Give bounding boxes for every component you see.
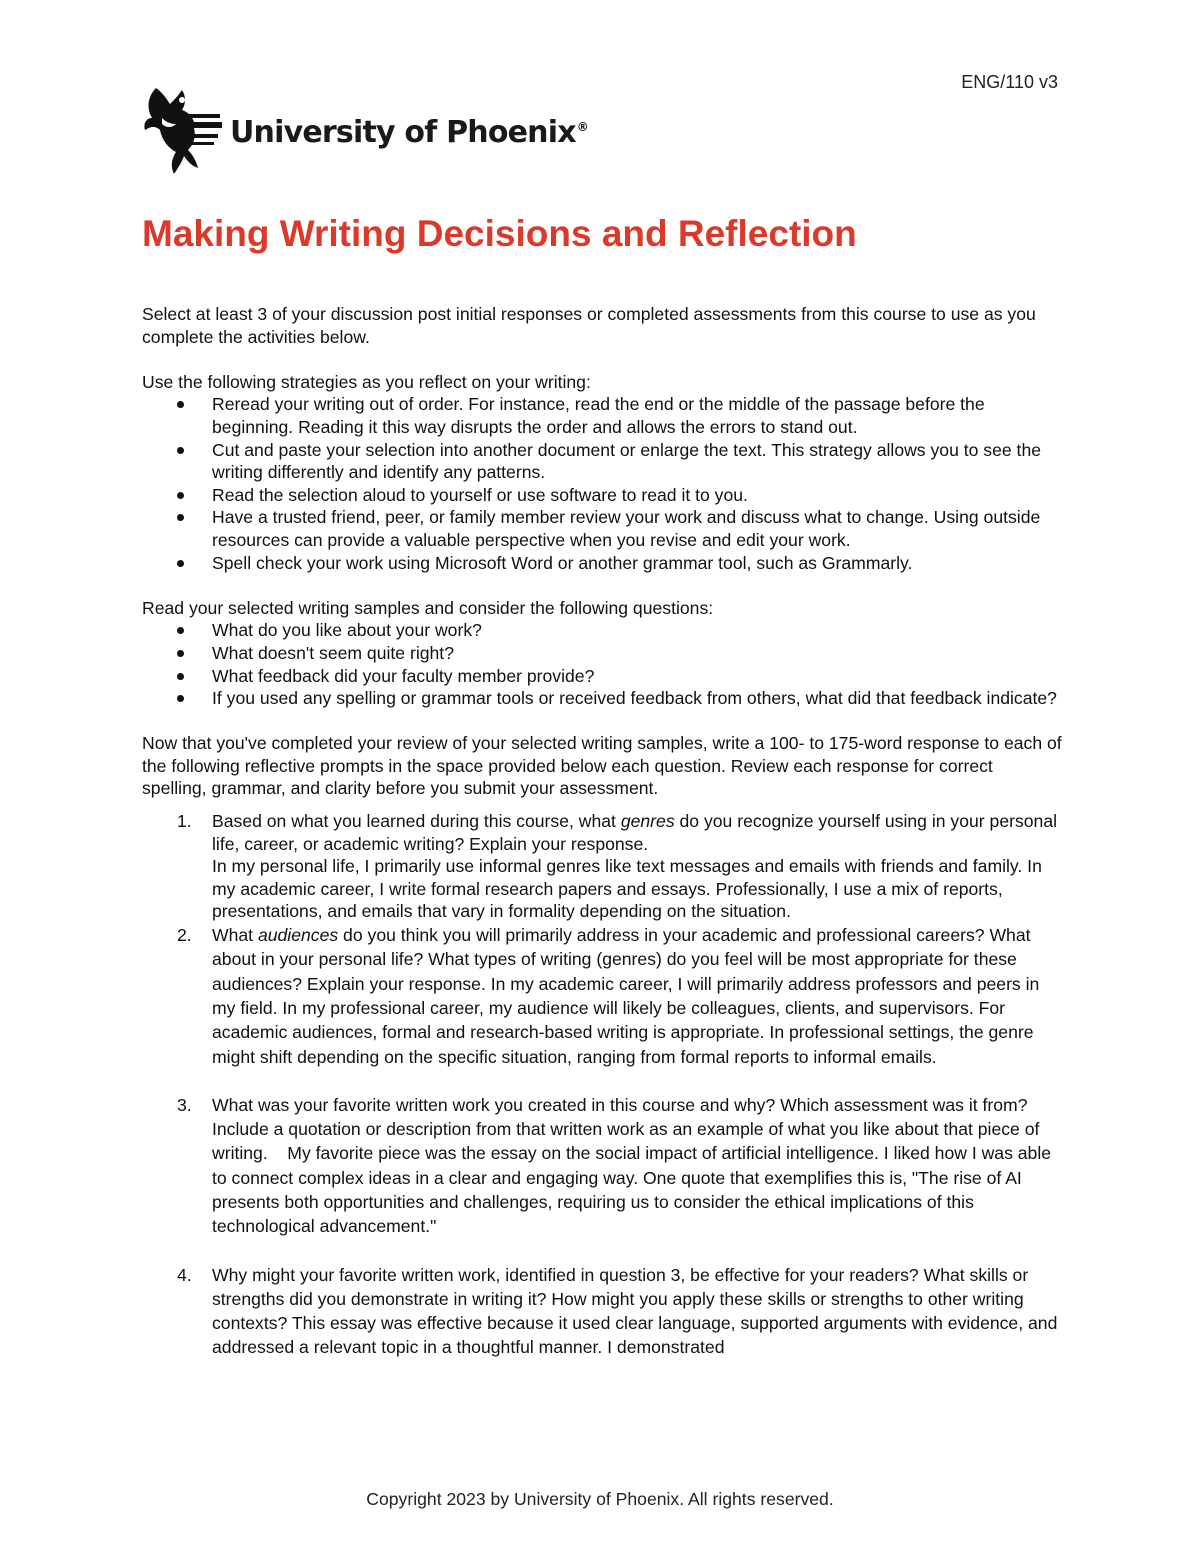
- phoenix-icon: [142, 84, 224, 176]
- prompt-number: 4.: [177, 1264, 192, 1285]
- prompt-question: Why might your favorite written work, identified in question 3, be effective for your readers? What skills or strengths did you demonstrate in writing it? How might you apply these skills or strengths to other writing contexts?: [212, 1264, 1029, 1334]
- list-item: Have a trusted friend, peer, or family member review your work and discuss what to change. Using outside resources can provide a valuable perspective when you revise and edit your work.: [142, 506, 1062, 551]
- intro-paragraph: Select at least 3 of your discussion post initial responses or completed assessments from this course to use as you complete the activities below.: [142, 304, 1036, 347]
- prompt-answer: In my academic career, I will primarily address professors and peers in my field. In my professional career, my audience will likely be colleagues, clients, and supervisors. For academic audiences, formal and research-based writing is appropriate. In professional settings, the genre might shift depending on the specific situation, ranging from formal reports to informal emails.: [212, 973, 1040, 1067]
- prompt-number: 2.: [177, 925, 192, 946]
- logo-wordmark: University of Phoenix®: [230, 114, 588, 150]
- questions-list: [142, 619, 1062, 709]
- list-item: Read the selection aloud to yourself or use software to read it to you.: [142, 484, 1062, 507]
- prompt-number: 1.: [177, 811, 192, 832]
- prompt-item: [142, 1093, 1062, 1239]
- list-item: What feedback did your faculty member provide?: [142, 665, 1062, 688]
- prompt-item: [142, 923, 1062, 1069]
- questions-lead: Read your selected writing samples and consider the following questions:: [142, 597, 714, 618]
- strategies-list: [142, 393, 1062, 574]
- document-body: [142, 303, 1062, 1360]
- university-logo: [142, 84, 588, 176]
- prompt-answer: My favorite piece was the essay on the social impact of artificial intelligence. I liked how I was able to connect complex ideas in a clear and engaging way. One quote that exemplifies this is, "The rise of AI presents both opportunities and challenges, requiring us to consider the ethical implications of this technological advancement.": [212, 1143, 1052, 1237]
- list-item: Spell check your work using Microsoft Word or another grammar tool, such as Grammarly.: [142, 552, 1062, 575]
- instructions-paragraph: Now that you've completed your review of your selected writing samples, write a 100- to 175-word response to each of the following reflective prompts in the space provided below each question. Review each response for correct spelling, grammar, and clarity before you submit your assessment.: [142, 733, 1062, 799]
- registered-mark: ®: [576, 119, 588, 134]
- prompt-item: [142, 1263, 1062, 1360]
- list-item: Cut and paste your selection into another document or enlarge the text. This strategy allows you to see the writing differently and identify any patterns.: [142, 439, 1062, 484]
- prompt-item: [142, 810, 1062, 923]
- prompt-answer: This essay was effective because it used clear language, supported arguments with evidence, and addressed a relevant topic in a thoughtful manner. I demonstrated: [212, 1313, 1058, 1358]
- list-item: If you used any spelling or grammar tools or received feedback from others, what did that feedback indicate?: [142, 687, 1062, 710]
- prompt-answer: In my personal life, I primarily use informal genres like text messages and emails with friends and family. In my academic career, I write formal research papers and essays. Professionally, I use a mix of reports, presentations, and emails that vary in formality depending on the situation.: [212, 856, 1042, 922]
- prompt-question: Based on what you learned during this course, what genres do you recognize yourself using in your personal life, career, or academic writing? Explain your response.: [212, 811, 1058, 854]
- page-title: Making Writing Decisions and Reflection: [142, 213, 857, 254]
- list-item: What do you like about your work?: [142, 619, 1062, 642]
- list-item: What doesn't seem quite right?: [142, 642, 1062, 665]
- prompt-question: What was your favorite written work you created in this course and why? Which assessment was it from? Include a quotation or description from that written work as an example of what you like about that piece of writing.: [212, 1094, 1040, 1164]
- strategies-lead: Use the following strategies as you reflect on your writing:: [142, 371, 591, 392]
- copyright-footer: Copyright 2023 by University of Phoenix. All rights reserved.: [366, 1489, 834, 1509]
- course-code: ENG/110 v3: [961, 72, 1058, 92]
- prompts-list: [142, 810, 1062, 1360]
- list-item: Reread your writing out of order. For instance, read the end or the middle of the passage before the beginning. Reading it this way disrupts the order and allows the errors to stand out.: [142, 393, 1062, 438]
- prompt-number: 3.: [177, 1094, 192, 1115]
- prompt-question: What audiences do you think you will primarily address in your academic and professional careers? What about in your personal life? What types of writing (genres) do you feel will be most appropriate for these audiences? Explain your response.: [212, 925, 1031, 994]
